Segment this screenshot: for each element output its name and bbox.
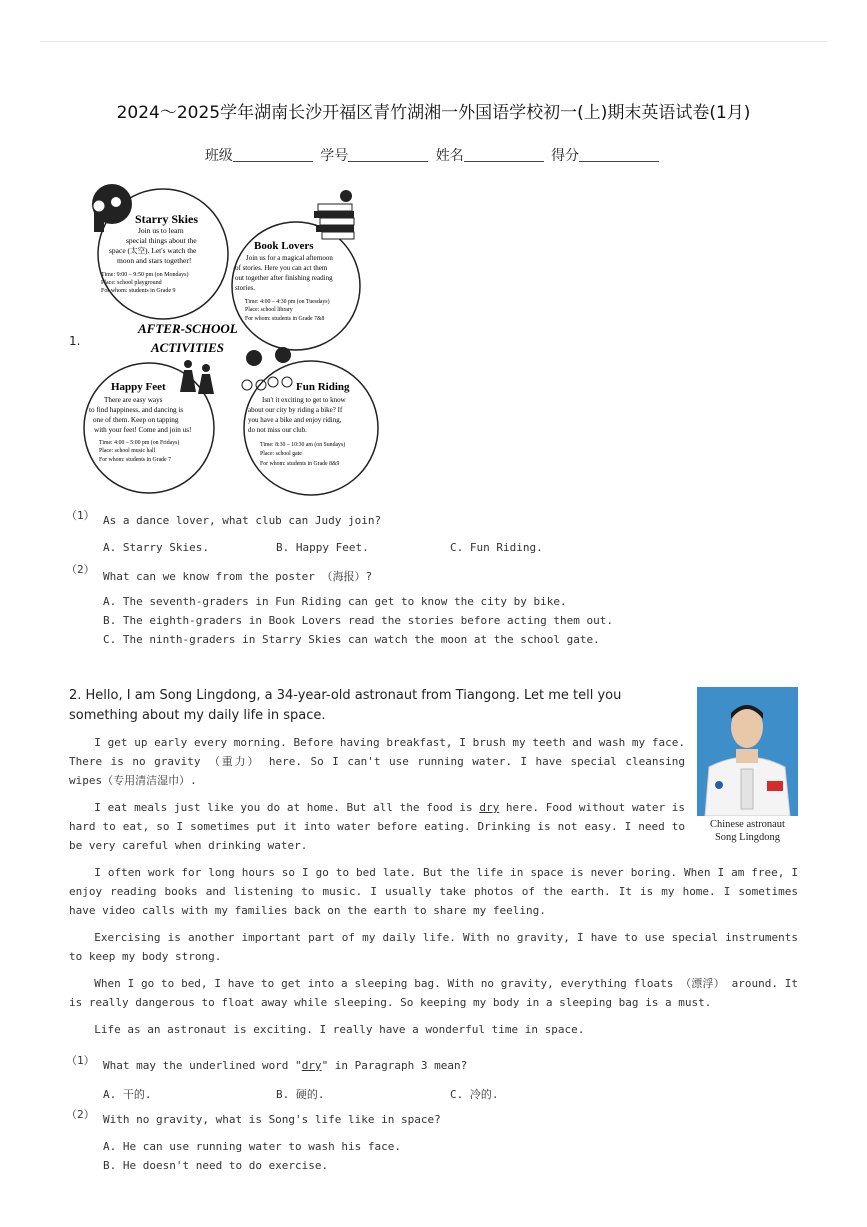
student-info-line [0, 145, 867, 165]
svg-text:out together after finishing r: out together after finishing reading [235, 274, 333, 282]
svg-text:Place: school gate: Place: school gate [260, 451, 302, 457]
q2-sub1-question: What may the underlined word "dry" in Paragraph 3 mean? [103, 1059, 468, 1072]
book-title: Book Lovers [254, 240, 314, 252]
name-label: 姓名 [435, 148, 464, 164]
after-school-poster [80, 182, 385, 500]
score-blank[interactable] [579, 147, 659, 162]
dancers-icon [180, 360, 214, 394]
q1-sub1-option-b[interactable]: B. Happy Feet. [276, 541, 369, 554]
svg-text:Place: school library: Place: school library [245, 307, 293, 313]
astronaut-photo [697, 687, 798, 816]
telescope-kid-icon [92, 184, 132, 232]
happy-title: Happy Feet [111, 381, 166, 393]
q2-sub2-option-b[interactable]: B. He doesn't need to do exercise. [103, 1159, 329, 1172]
q2-sub2-option-a[interactable]: A. He can use running water to wash his face. [103, 1140, 402, 1153]
q2-paragraph-3: I often work for long hours so I go to bed late. But the life in space is never boring. When I am free, I enjoy reading books and listening to music. I usually take photos of the earth. It is my home. I sometimes have video calls with my families back on the earth to share my feeling. [69, 866, 798, 917]
question-2-intro: 2. Hello, I am Song Lingdong, a 34-year-old astronaut from Tiangong. Let me tell you something about my daily life in space. [69, 688, 622, 723]
q1-sub2-option-c[interactable]: C. The ninth-graders in Starry Skies can watch the moon at the school gate. [103, 633, 600, 646]
q2-sub2-question: With no gravity, what is Song's life like in space? [103, 1113, 441, 1126]
name-blank[interactable] [464, 147, 544, 162]
fun-title: Fun Riding [296, 381, 350, 393]
student-id-blank[interactable] [348, 147, 428, 162]
q1-sub2-label: （2） [66, 563, 95, 576]
top-divider [40, 41, 827, 42]
poster-heading: AFTER-SCHOOL [138, 321, 238, 336]
q2-sub1-label: （1） [66, 1054, 95, 1067]
q2-paragraph-2: I eat meals just like you do at home. But all the food is dry here. Food without water is hard to eat, so I sometimes put it into water before eating. Drinking is not easy. I need to be very careful when drinking water. [69, 801, 686, 852]
bike-riders-icon [242, 347, 292, 390]
q1-sub1-option-c[interactable]: C. Fun Riding. [450, 541, 543, 554]
astronaut-icon [697, 687, 798, 816]
svg-text:For whom: students in Grade 7&: For whom: students in Grade 7&8 [245, 316, 325, 322]
svg-text:do not miss our club.: do not miss our club. [248, 426, 307, 434]
svg-text:stories.: stories. [235, 284, 256, 292]
svg-text:For whom: students in Grade 8&: For whom: students in Grade 8&9 [260, 461, 340, 467]
svg-text:Isn't it exciting to get to kn: Isn't it exciting to get to know [262, 396, 346, 404]
q2-paragraph-5: When I go to bed, I have to get into a sleeping bag. With no gravity, everything floats （漂浮） around. It is really dangerous to float away while sleeping. So keeping my body in a sleeping bag is a must. [69, 977, 798, 1009]
q2-paragraph-4: Exercising is another important part of my daily life. With no gravity, I have to use special instruments to keep my body strong. [69, 931, 798, 963]
svg-text:you have a bike and enjoy ridi: you have a bike and enjoy riding, [248, 416, 342, 424]
svg-text:Place: school music hall: Place: school music hall [99, 448, 156, 454]
svg-text:special things about the: special things about the [126, 236, 197, 245]
score-label: 得分 [551, 148, 580, 164]
q1-sub2-option-a[interactable]: A. The seventh-graders in Fun Riding can get to know the city by bike. [103, 595, 567, 608]
svg-text:moon and stars together!: moon and stars together! [117, 256, 192, 265]
books-icon [314, 190, 354, 239]
svg-text:Time: 9:00 – 9:50 pm (on Monda: Time: 9:00 – 9:50 pm (on Mondays) [101, 272, 189, 278]
page-title: 2024～2025学年湖南长沙开福区青竹湖湘一外国语学校初一(上)期末英语试卷(1月) [116, 103, 751, 123]
q2-sub1-option-b[interactable]: B. 硬的. [276, 1088, 325, 1101]
svg-text:There are easy ways: There are easy ways [104, 396, 163, 404]
class-label: 班级 [204, 148, 233, 164]
svg-text:to find happiness, and dancing: to find happiness, and dancing is [89, 406, 184, 414]
svg-text:For whom: students in Grade 7: For whom: students in Grade 7 [99, 457, 171, 463]
underlined-word-dry: dry [479, 801, 500, 814]
q2-sub1-option-c[interactable]: C. 冷的. [450, 1088, 499, 1101]
svg-text:Join us for a magical afternoo: Join us for a magical afternoon [246, 254, 333, 262]
student-id-label: 学号 [320, 148, 349, 164]
svg-text:of stories. Here you can act t: of stories. Here you can act them [235, 264, 328, 272]
svg-text:Place: school playground: Place: school playground [101, 280, 162, 286]
q2-sub2-label: （2） [66, 1108, 95, 1121]
starry-title: Starry Skies [135, 212, 198, 226]
q2-paragraph-1: I get up early every morning. Before having breakfast, I brush my teeth and wash my face. There is no gravity （重力） here. So I can't use running water. I have special cleansing wipes（专用清洁湿巾）. [69, 736, 685, 787]
question-1-number: 1. [69, 334, 81, 348]
q2-sub1-option-a[interactable]: A. 干的. [103, 1088, 152, 1101]
q1-sub2-option-b[interactable]: B. The eighth-graders in Book Lovers read the stories before acting them out. [103, 614, 613, 627]
q2-paragraph-6: Life as an astronaut is exciting. I really have a wonderful time in space. [94, 1023, 585, 1036]
class-blank[interactable] [233, 147, 313, 162]
svg-text:with your feet! Come and join: with your feet! Come and join us! [94, 426, 192, 434]
svg-text:Time: 8:30 – 10:30 am (on Sund: Time: 8:30 – 10:30 am (on Sundays) [260, 442, 346, 448]
svg-text:Time: 4:00 – 5:00 pm (on Frida: Time: 4:00 – 5:00 pm (on Fridays) [99, 440, 180, 446]
q1-sub1-question: As a dance lover, what club can Judy join? [103, 514, 382, 527]
q1-sub2-question: What can we know from the poster （海报）? [103, 570, 373, 583]
svg-text:ACTIVITIES: ACTIVITIES [151, 340, 224, 355]
svg-text:For whom: students in Grade 9: For whom: students in Grade 9 [101, 288, 176, 294]
photo-caption: Chinese astronaut Song Lingdong [710, 819, 785, 843]
svg-text:space (太空). Let's watch the: space (太空). Let's watch the [109, 246, 197, 255]
svg-text:one of them. Keep on tapping: one of them. Keep on tapping [93, 416, 179, 424]
svg-text:Time: 4:00 – 4:30 pm (on Tuesd: Time: 4:00 – 4:30 pm (on Tuesdays) [245, 299, 330, 305]
q1-sub1-label: （1） [66, 509, 95, 522]
svg-text:Join us to learn: Join us to learn [138, 226, 184, 235]
q1-sub1-option-a[interactable]: A. Starry Skies. [103, 541, 209, 554]
svg-text:about our city by riding a bik: about our city by riding a bike? If [248, 406, 343, 414]
